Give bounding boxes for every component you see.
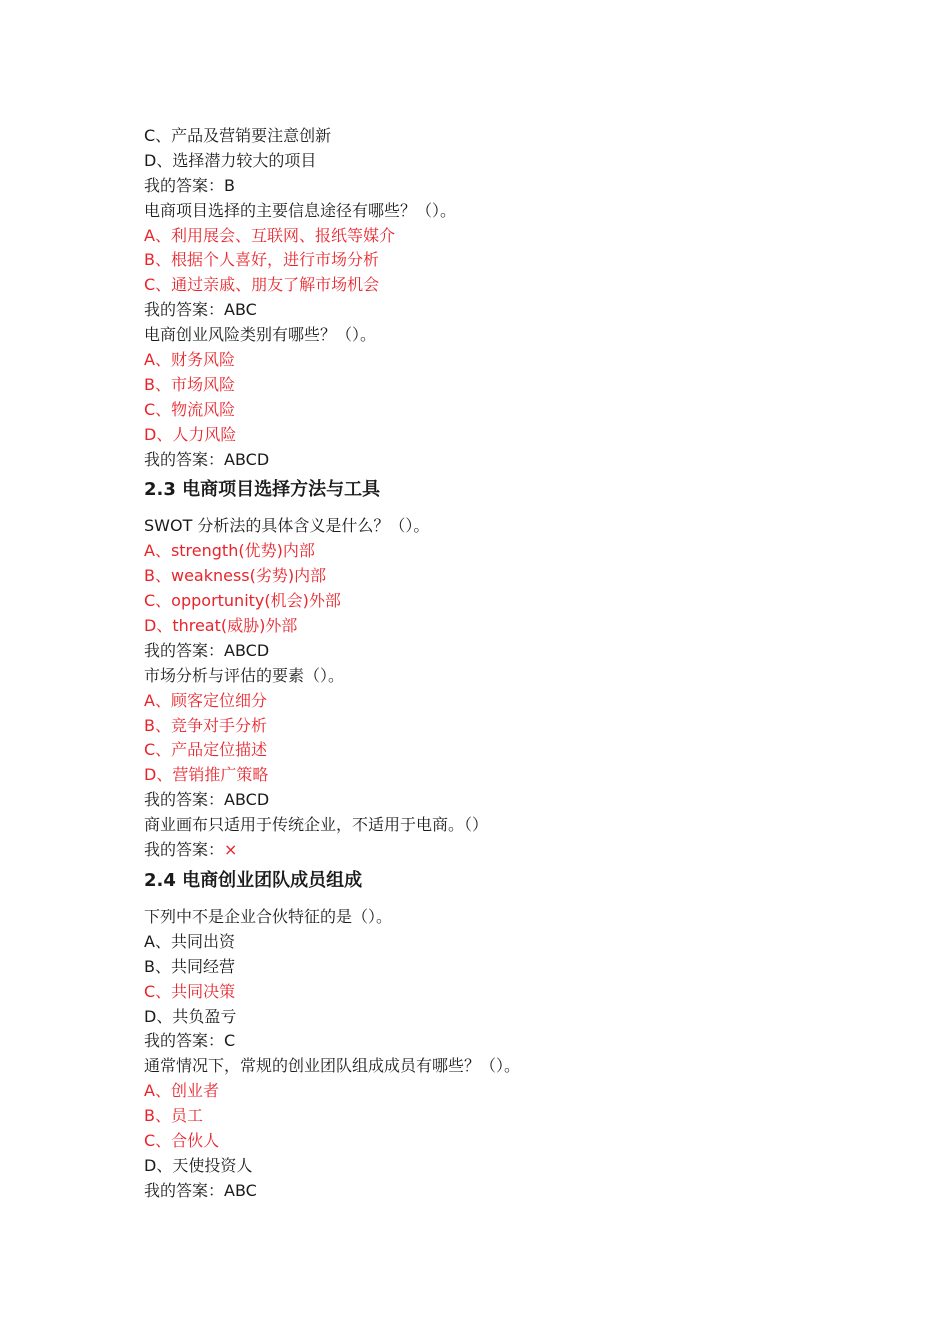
option-line: C、物流风险 <box>144 399 236 419</box>
question-line: SWOT 分析法的具体含义是什么？（）。 <box>144 516 430 536</box>
answer-line: 我的答案：ABCD <box>144 640 270 660</box>
question-block-2-3 <box>144 514 844 838</box>
answer-prefix: 我的答案： <box>144 840 225 860</box>
question-block-2-2 <box>144 124 844 472</box>
option-line: D、人力风险 <box>144 424 237 444</box>
option-line: C、共同决策 <box>144 981 236 1001</box>
option-line: C、产品及营销要注意创新 <box>144 126 332 145</box>
answer-line: 我的答案：ABC <box>144 1180 257 1200</box>
option-line: A、利用展会、互联网、报纸等媒介 <box>144 225 395 245</box>
option-line: C、通过亲戚、朋友了解市场机会 <box>144 275 380 295</box>
option-line: D、threat(威胁)外部 <box>144 616 298 636</box>
section-heading-2-4: 2.4 电商创业团队成员组成 <box>144 869 363 891</box>
question-line: 商业画布只适用于传统企业，不适用于电商。（） <box>144 815 489 835</box>
option-line: A、strength(优势)内部 <box>144 541 315 561</box>
option-line: B、竞争对手分析 <box>144 715 267 735</box>
question-line: 下列中不是企业合伙特征的是（）。 <box>144 906 393 926</box>
section-heading-2-3: 2.3 电商项目选择方法与工具 <box>144 479 381 501</box>
option-line: A、创业者 <box>144 1081 219 1101</box>
option-line: D、共负盈亏 <box>144 1006 237 1026</box>
option-line: C、产品定位描述 <box>144 740 268 760</box>
option-line: A、财务风险 <box>144 350 235 370</box>
wrong-mark: × <box>224 840 238 860</box>
answer-line: 我的答案：ABCD <box>144 449 270 469</box>
option-line: B、市场风险 <box>144 374 235 394</box>
question-line: 电商创业风险类别有哪些？（）。 <box>144 325 377 345</box>
question-line: 通常情况下，常规的创业团队组成成员有哪些？（）。 <box>144 1056 521 1076</box>
option-line: A、共同出资 <box>144 931 235 951</box>
answer-line: 我的答案：ABC <box>144 300 257 320</box>
option-line: D、选择潜力较大的项目 <box>144 150 317 170</box>
question-line: 电商项目选择的主要信息途径有哪些？（）。 <box>144 200 457 220</box>
question-block-2-4 <box>144 905 844 1204</box>
option-line: B、共同经营 <box>144 956 235 976</box>
option-line: A、顾客定位细分 <box>144 690 267 710</box>
option-line: D、天使投资人 <box>144 1155 253 1175</box>
answer-line <box>144 838 844 863</box>
option-line: B、weakness(劣势)内部 <box>144 566 327 586</box>
option-line: D、营销推广策略 <box>144 765 269 785</box>
option-line: B、根据个人喜好，进行市场分析 <box>144 250 379 270</box>
document-page <box>144 124 844 1204</box>
option-line: C、合伙人 <box>144 1130 220 1150</box>
option-line: C、opportunity(机会)外部 <box>144 591 341 611</box>
question-line: 市场分析与评估的要素（）。 <box>144 665 345 685</box>
answer-line: 我的答案：B <box>144 175 235 195</box>
answer-line: 我的答案：ABCD <box>144 790 270 810</box>
option-line: B、员工 <box>144 1106 203 1126</box>
answer-line: 我的答案：C <box>144 1031 236 1051</box>
